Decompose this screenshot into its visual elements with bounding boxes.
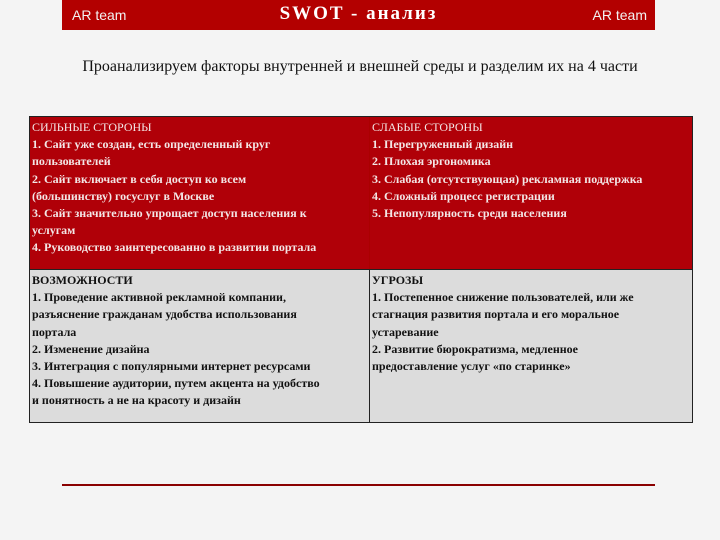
opportunities-line: 2. Изменение дизайна: [32, 341, 150, 356]
strengths-title: СИЛЬНЫЕ СТОРОНЫ: [32, 120, 152, 134]
slide-title: SWOT - анализ: [279, 3, 438, 24]
opportunities-line: 4. Повышение аудитории, путем акцента на удобство: [32, 376, 320, 391]
opportunities-title: ВОЗМОЖНОСТИ: [32, 273, 133, 287]
strengths-line: (большинству) госуслуг в Москве: [32, 188, 215, 203]
strengths-line: услугам: [32, 223, 76, 238]
threats-line: 1. Постепенное снижение пользователей, или же: [372, 290, 634, 305]
strengths-line: 4. Руководство заинтересованно в развитии портала: [32, 240, 317, 255]
threats-line: 2. Развитие бюрократизма, медленное: [372, 341, 578, 356]
header-bar: [62, 0, 655, 30]
weaknesses-line: 4. Сложный процесс регистрации: [372, 188, 555, 203]
team-label-right: AR team: [592, 7, 647, 23]
weaknesses-cell: [369, 117, 692, 269]
threats-line: стагнация развития портала и его моральное: [372, 307, 620, 322]
swot-table: [29, 116, 693, 423]
opportunities-line: и понятность а не на красоту и дизайн: [32, 393, 241, 408]
weaknesses-line: 1. Перегруженный дизайн: [372, 137, 514, 152]
footer-divider: [62, 484, 655, 486]
team-label-left: AR team: [72, 7, 127, 23]
opportunities-line: портала: [32, 324, 77, 339]
threats-line: предоставление услуг «по старинке»: [372, 359, 571, 374]
opportunities-line: разъяснение гражданам удобства использования: [32, 307, 297, 322]
opportunities-line: 1. Проведение активной рекламной компании,: [32, 290, 286, 305]
subtitle: Проанализируем факторы внутренней и внешней среды и разделим их на 4 части: [82, 58, 638, 75]
threats-line: устаревание: [372, 324, 439, 339]
strengths-cell: [30, 117, 369, 269]
weaknesses-title: СЛАБЫЕ СТОРОНЫ: [372, 120, 483, 134]
strengths-line: пользователей: [32, 154, 111, 169]
weaknesses-line: 3. Слабая (отсутствующая) рекламная поддержка: [372, 171, 643, 186]
weaknesses-line: 2. Плохая эргономика: [372, 154, 491, 169]
threats-cell: [369, 269, 692, 422]
opportunities-cell: [30, 269, 369, 422]
strengths-line: 3. Сайт значительно упрощает доступ населения к: [32, 206, 307, 221]
strengths-line: 2. Сайт включает в себя доступ ко всем: [32, 171, 247, 186]
strengths-line: 1. Сайт уже создан, есть определенный круг: [32, 137, 271, 152]
opportunities-line: 3. Интеграция с популярными интернет ресурсами: [32, 359, 311, 374]
weaknesses-line: 5. Непопулярность среди населения: [372, 206, 567, 221]
threats-title: УГРОЗЫ: [372, 273, 424, 287]
